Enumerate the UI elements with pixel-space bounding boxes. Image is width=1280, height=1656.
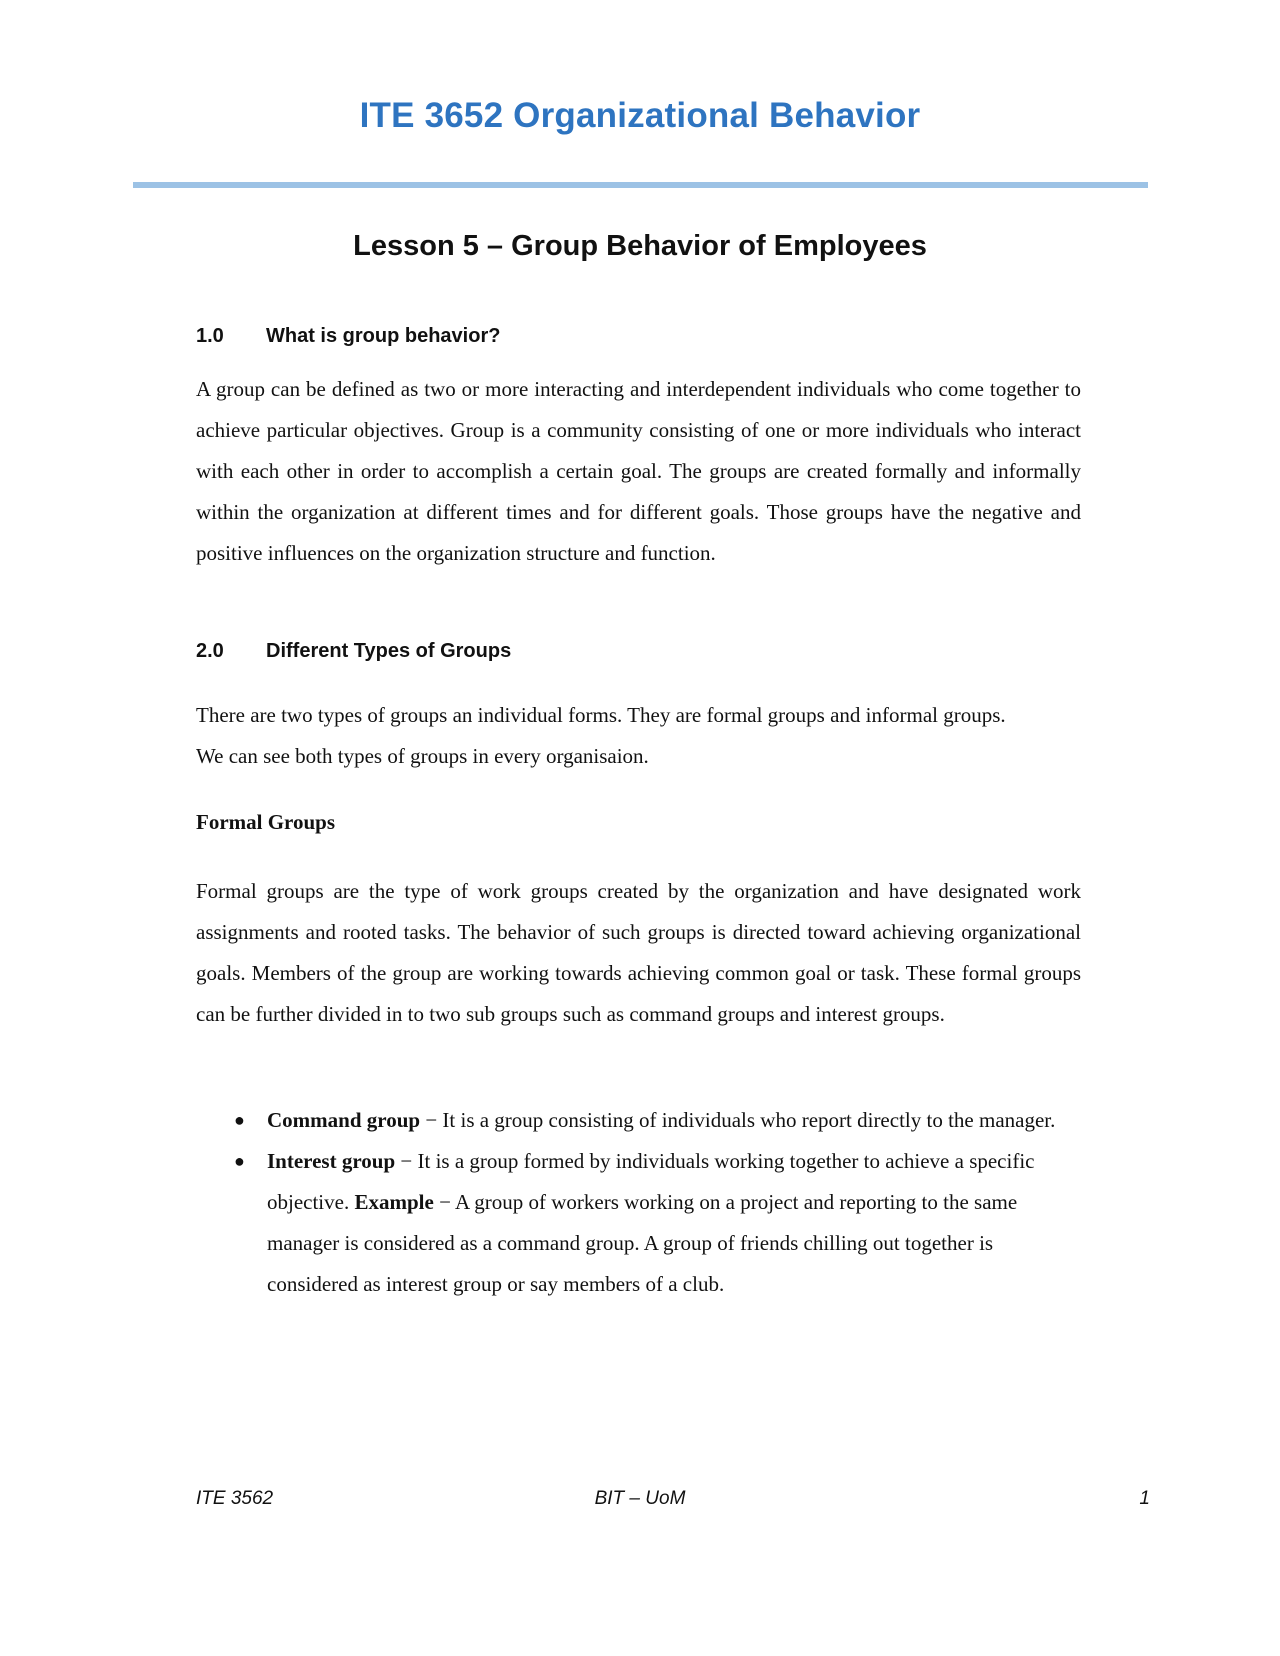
example-term: Example [354,1190,434,1214]
section-1-paragraph: A group can be defined as two or more interacting and interdependent individuals who come together to achieve particular objectives. Group is a community consisting of one or more individuals who interact with each other in order to accomplish a certain goal. The groups are created formally and informally within the organization at different times and for different goals. Those groups have the negative and positive influences on the organization structure and function. [196,377,1081,565]
section-title: Different Types of Groups [266,640,512,662]
formal-groups-paragraph: Formal groups are the type of work groups created by the organization and have designated work assignments and rooted tasks. The behavior of such groups is directed toward achieving organizational goals. Members of the group are working towards achieving common goal or task. These formal groups can be further divided in to two sub groups such as command groups and interest groups. [196,879,1081,1026]
bullet-text: − It is a group formed by individuals working together to achieve a specific objective. [267,1149,1035,1214]
section-number: 1.0 [196,325,224,347]
bullet-icon: ● [234,1110,245,1130]
bullet-text: − It is a group consisting of individuals who report directly to the manager. [420,1108,1056,1132]
section-heading-1 [196,325,500,348]
course-title: ITE 3652 Organizational Behavior [359,96,921,135]
lesson-title: Lesson 5 – Group Behavior of Employees [353,230,927,262]
example-text: − A group of workers working on a project and reporting to the same manager is considered as a command group. A group of friends chilling out together is considered as interest group or say members of a club. [267,1190,1018,1296]
list-item-command-group [196,1100,1086,1141]
bullet-icon: ● [234,1151,245,1171]
page-footer [0,1488,1280,1518]
section-heading-2 [196,640,511,663]
page-number: 1 [1139,1488,1150,1509]
list-item-interest-group [196,1141,1086,1305]
footer-course-code: ITE 3562 [196,1488,274,1509]
title-divider [133,182,1148,188]
bullet-term: Interest group [267,1149,396,1173]
formal-groups-heading: Formal Groups [196,810,336,834]
section-number: 2.0 [196,640,224,662]
bullet-term: Command group [267,1108,421,1132]
group-types-list [196,1100,1086,1305]
footer-institution: BIT – UoM [594,1488,686,1509]
section-2-paragraph: There are two types of groups an individual forms. They are formal groups and informal groups. We can see both types of groups in every organisaion. [196,703,1006,768]
section-title: What is group behavior? [266,325,501,347]
